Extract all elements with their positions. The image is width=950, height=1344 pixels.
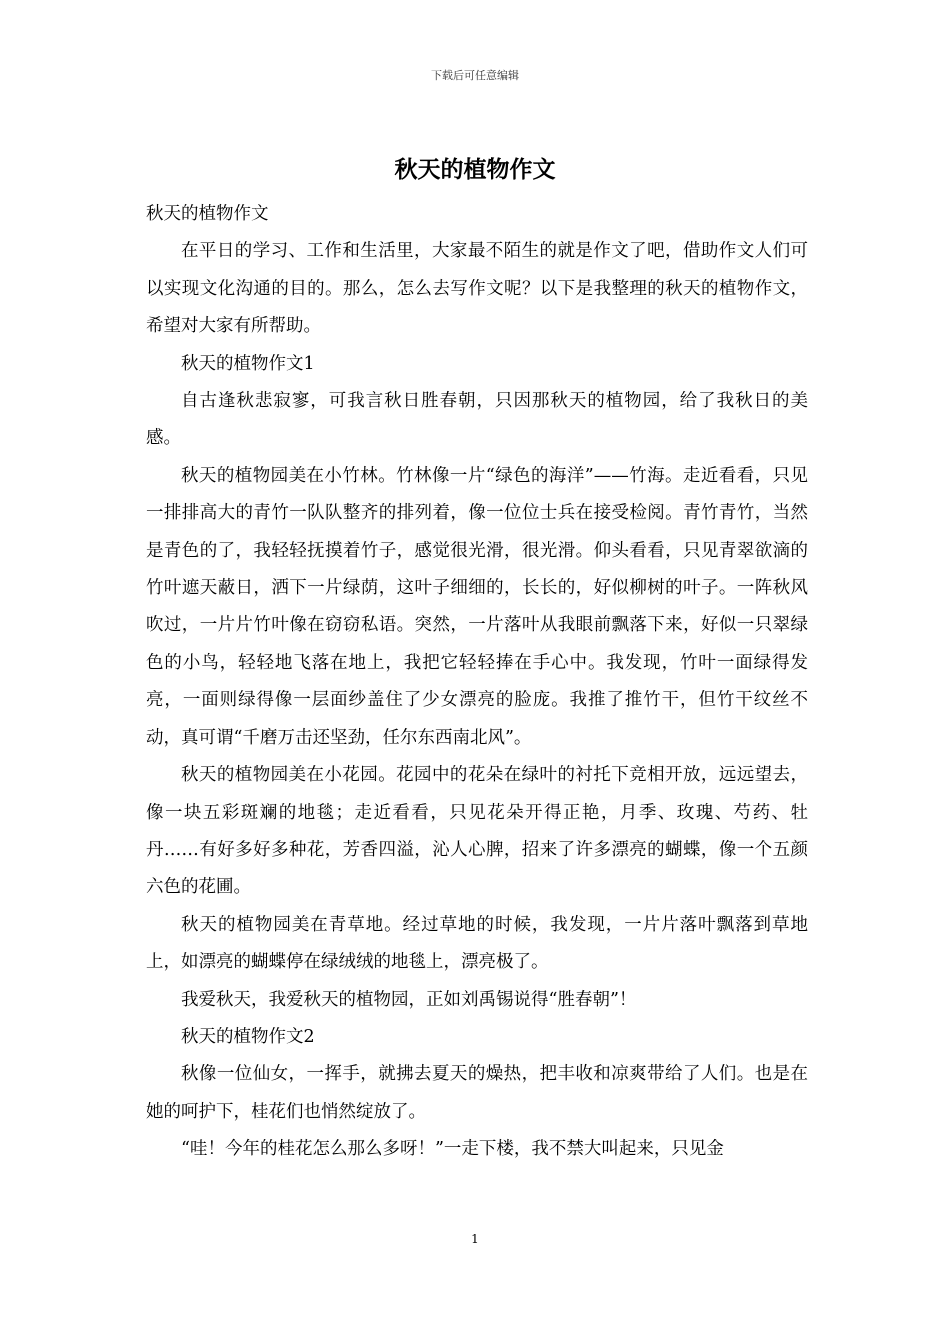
paragraph: 秋像一位仙女，一挥手，就拂去夏天的燥热，把丰收和凉爽带给了人们。也是在她的呵护下，桂花们也悄然绽放了。 xyxy=(146,1064,808,1122)
section-heading-2: 秋天的植物作文2 xyxy=(181,1026,315,1047)
paragraph: 我爱秋天，我爱秋天的植物园，正如刘禹锡说得“胜春朝”！ xyxy=(181,989,637,1010)
paragraph: “哇！今年的桂花怎么那么多呀！”一走下楼，我不禁大叫起来，只见金 xyxy=(181,1139,724,1160)
paragraph: 秋天的植物园美在小竹林。竹林像一片“绿色的海洋”——竹海。走近看看，只见一排排高大的青竹一队队整齐的排列着，像一位位士兵在接受检阅。青竹青竹，当然是青色的了，我轻轻抚摸着竹子，感觉很光滑，很光滑。仰头看看，只见青翠欲滴的竹叶遮天蔽日，洒下一片绿荫，这叶子细细的，长长的，好似柳树的叶子。一阵秋风吹过，一片片竹叶像在窃窃私语。突然，一片落叶从我眼前飘落下来，好似一只翠绿色的小鸟，轻轻地飞落在地上，我把它轻轻捧在手心中。我发现，竹叶一面绿得发亮，一面则绿得像一层面纱盖住了少女漂亮的脸庞。我推了推竹干，但竹干纹丝不动，真可谓“千磨万击还坚劲，任尔东西南北风”。 xyxy=(146,465,808,748)
intro-paragraph: 在平日的学习、工作和生活里，大家最不陌生的就是作文了吧，借助作文人们可以实现文化沟通的目的。那么，怎么去写作文呢？以下是我整理的秋天的植物作文，希望对大家有所帮助。 xyxy=(146,241,808,337)
document-body xyxy=(146,196,808,1169)
paragraph: 自古逢秋悲寂寥，可我言秋日胜春朝，只因那秋天的植物园，给了我秋日的美感。 xyxy=(146,391,808,449)
header-note: 下载后可任意编辑 xyxy=(431,69,519,82)
paragraph: 秋天的植物园美在青草地。经过草地的时候，我发现，一片片落叶飘落到草地上，如漂亮的蝴蝶停在绿绒绒的地毯上，漂亮极了。 xyxy=(146,914,808,973)
page-number: 1 xyxy=(471,1232,479,1246)
section-heading-1: 秋天的植物作文1 xyxy=(181,353,315,374)
paragraph: 秋天的植物园美在小花园。花园中的花朵在绿叶的衬托下竞相开放，远远望去，像一块五彩斑斓的地毯；走近看看，只见花朵开得正艳，月季、玫瑰、芍药、牡丹……有好多好多种花，芳香四溢，沁人心脾，招来了许多漂亮的蝴蝶，像一个五颜六色的花圃。 xyxy=(146,765,808,898)
page-title: 秋天的植物作文 xyxy=(394,156,556,183)
subtitle-line: 秋天的植物作文 xyxy=(146,204,269,224)
